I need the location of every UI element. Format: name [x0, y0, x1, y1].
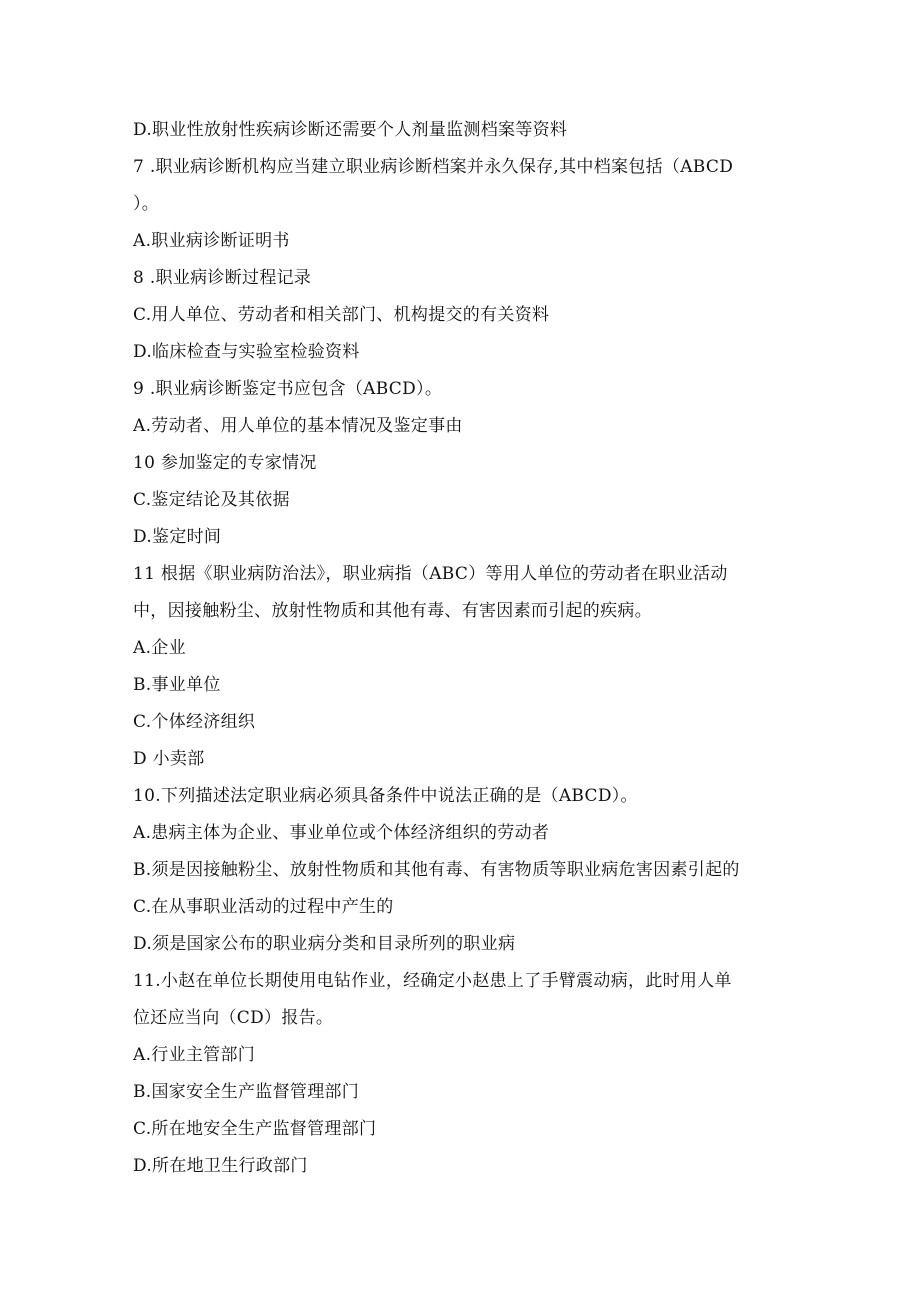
text-line: C.个体经济组织 — [133, 712, 256, 732]
text-line: 10 参加鉴定的专家情况 — [133, 453, 317, 473]
text-line: 11 根据《职业病防治法》，职业病指（ABC）等用人单位的劳动者在职业活动 — [133, 564, 728, 584]
text-line: C.所在地安全生产监督管理部门 — [133, 1119, 377, 1139]
text-line: A.企业 — [133, 638, 186, 658]
text-line: 10.下列描述法定职业病必须具备条件中说法正确的是（ABCD）。 — [133, 786, 638, 806]
text-line: 7 .职业病诊断机构应当建立职业病诊断档案并永久保存,其中档案包括（ABCD — [133, 157, 734, 177]
text-line: B.事业单位 — [133, 675, 221, 695]
text-line: C.鉴定结论及其依据 — [133, 490, 290, 510]
text-line: 中，因接触粉尘、放射性物质和其他有毒、有害因素而引起的疾病。 — [133, 601, 652, 621]
text-line: 9 .职业病诊断鉴定书应包含（ABCD）。 — [133, 379, 443, 399]
text-line: 位还应当向（CD）报告。 — [133, 1008, 334, 1028]
text-line: A.职业病诊断证明书 — [133, 231, 290, 251]
text-line: A.行业主管部门 — [133, 1045, 256, 1065]
text-line: D.职业性放射性疾病诊断还需要个人剂量监测档案等资料 — [133, 120, 568, 140]
text-line: A.劳动者、用人单位的基本情况及鉴定事由 — [133, 416, 463, 436]
text-line: 11.小赵在单位长期使用电钻作业，经确定小赵患上了手臂震动病，此时用人单 — [133, 971, 732, 991]
text-line: B.须是因接触粉尘、放射性物质和其他有毒、有害物质等职业病危害因素引起的 — [133, 860, 740, 880]
text-line: D 小卖部 — [133, 749, 205, 769]
text-line: D.鉴定时间 — [133, 527, 222, 547]
text-line: D.须是国家公布的职业病分类和目录所列的职业病 — [133, 934, 516, 954]
text-line: 8 .职业病诊断过程记录 — [133, 268, 312, 288]
document-body — [133, 112, 793, 1185]
text-line: B.国家安全生产监督管理部门 — [133, 1082, 360, 1102]
text-line: D.临床检查与实验室检验资料 — [133, 342, 360, 362]
text-line: C.用人单位、劳动者和相关部门、机构提交的有关资料 — [133, 305, 550, 325]
text-line: A.患病主体为企业、事业单位或个体经济组织的劳动者 — [133, 823, 550, 843]
text-line: ）。 — [133, 194, 160, 214]
text-line: D.所在地卫生行政部门 — [133, 1156, 308, 1176]
text-line: C.在从事职业活动的过程中产生的 — [133, 897, 394, 917]
